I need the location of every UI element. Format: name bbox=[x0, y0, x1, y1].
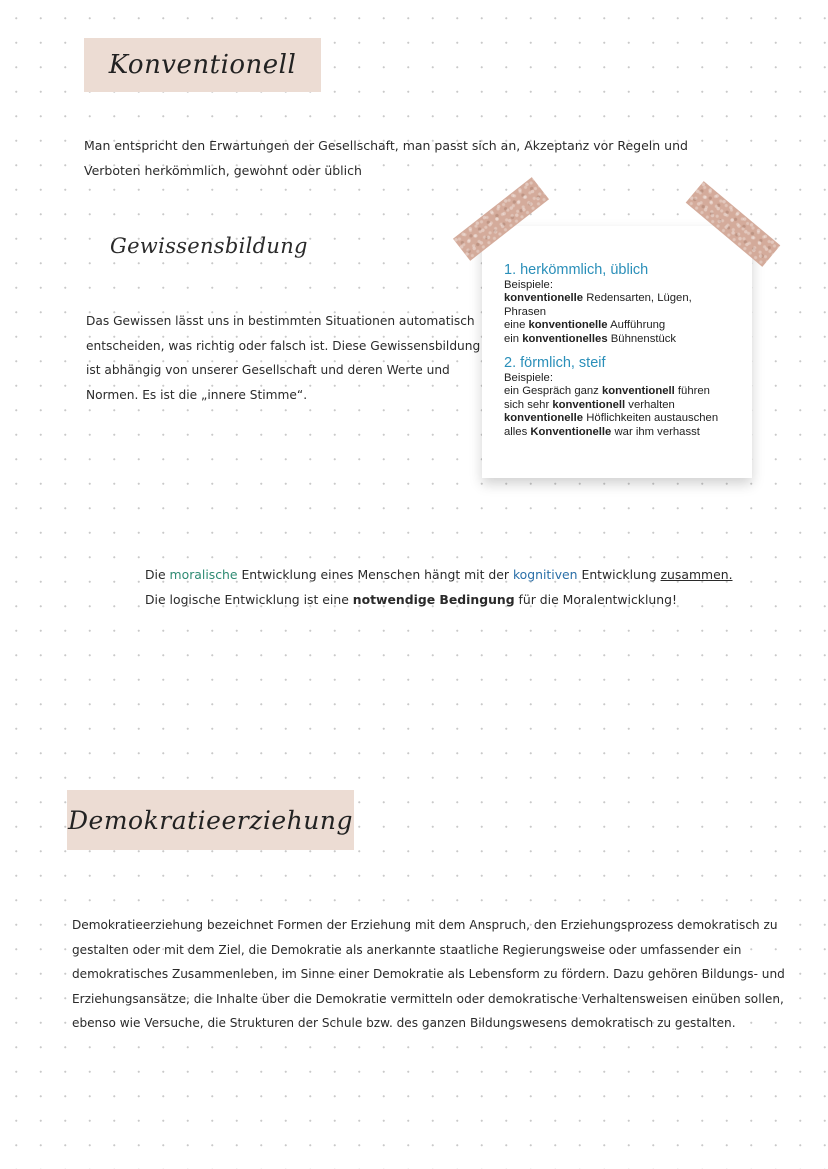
example-line bbox=[504, 399, 744, 412]
text-segment: Die bbox=[145, 567, 170, 582]
text-segment: Entwicklung bbox=[577, 567, 661, 582]
intro-paragraph bbox=[84, 134, 688, 183]
subheading-gewissensbildung: Gewissensbildung bbox=[110, 234, 308, 258]
example-line: Phrasen bbox=[504, 305, 547, 318]
example-text: Redensarten, Lügen, bbox=[583, 292, 692, 305]
bold-notwendige-bedingung: notwendige Bedingung bbox=[352, 591, 515, 607]
text-line: entscheiden, was richtig oder falsch ist. Diese Gewissensbildung bbox=[86, 338, 481, 353]
text-line bbox=[145, 563, 733, 588]
definition-2-title: 2. förmlich, steif bbox=[504, 355, 606, 372]
heading-konventionell-text: Konventionell bbox=[108, 50, 297, 80]
example-keyword: konventionell bbox=[552, 398, 626, 411]
definition-card bbox=[482, 226, 752, 478]
definition-1-title: 1. herkömmlich, üblich bbox=[504, 262, 649, 278]
example-text: ein bbox=[504, 332, 523, 345]
example-line bbox=[504, 426, 744, 439]
text-line: Normen. Es ist die „innere Stimme“. bbox=[86, 387, 308, 402]
example-text: war ihm verhasst bbox=[611, 425, 700, 438]
heading-demokratieerziehung bbox=[67, 790, 354, 850]
underlined-zusammen: zusammen. bbox=[660, 567, 733, 582]
text-line: Demokratieerziehung bezeichnet Formen der Erziehung mit dem Anspruch, den Erziehungsprozess demokratisch zu bbox=[72, 918, 778, 932]
example-text: alles bbox=[504, 425, 531, 438]
definition-1-label: Beispiele: bbox=[504, 279, 553, 291]
example-text: sich sehr bbox=[504, 398, 553, 411]
moral-statement bbox=[145, 563, 733, 612]
text-line: gestalten oder mit dem Ziel, die Demokratie als anerkannte staatliche Regierungsweise oder umfassender ein bbox=[72, 942, 742, 957]
example-keyword: Konventionelle bbox=[530, 425, 612, 438]
example-text: eine bbox=[504, 319, 529, 332]
example-text: verhalten bbox=[625, 398, 675, 411]
definition-2-label: Beispiele: bbox=[504, 372, 553, 385]
example-line bbox=[504, 412, 744, 425]
example-line bbox=[504, 333, 744, 346]
example-text: ein Gespräch ganz bbox=[504, 385, 602, 398]
text-line: Verboten herkömmlich, gewohnt oder üblich bbox=[84, 162, 362, 178]
example-keyword: konventionelle bbox=[504, 292, 584, 305]
example-text: führen bbox=[674, 385, 710, 398]
example-keyword: konventionell bbox=[601, 385, 675, 398]
highlight-kognitiven: kognitiven bbox=[512, 567, 578, 582]
example-text: Höflichkeiten austauschen bbox=[583, 412, 719, 425]
text-line: Das Gewissen lässt uns in bestimmten Situationen automatisch bbox=[86, 314, 475, 328]
example-keyword: konventionelle bbox=[504, 412, 584, 425]
text-line bbox=[145, 588, 705, 613]
definition-card-content bbox=[504, 262, 744, 439]
example-line bbox=[504, 385, 744, 398]
example-keyword: konventionelles bbox=[522, 332, 608, 345]
example-text: Aufführung bbox=[607, 319, 666, 332]
example-line bbox=[504, 319, 744, 332]
text-line: ebenso wie Versuche, die Strukturen der Schule bzw. des ganzen Bildungswesens demokratisch zu gestalten. bbox=[72, 1016, 736, 1030]
text-segment: für die Moralentwicklung! bbox=[514, 591, 677, 607]
heading-demokratieerziehung-text: Demokratieerziehung bbox=[68, 805, 353, 835]
demokratie-paragraph bbox=[72, 913, 785, 1036]
example-text: Bühnenstück bbox=[607, 332, 677, 345]
text-segment: Entwicklung eines Menschen hängt mit der bbox=[237, 567, 513, 582]
text-line: ist abhängig von unserer Gesellschaft und deren Werte und bbox=[86, 363, 450, 377]
example-keyword: konventionelle bbox=[528, 319, 608, 332]
heading-konventionell bbox=[84, 38, 321, 92]
text-line: Erziehungsansätze, die Inhalte über die Demokratie vermitteln oder demokratische Verhaltensweisen einüben sollen, bbox=[72, 991, 784, 1006]
text-line: demokratisches Zusammenleben, im Sinne einer Demokratie als Lebensform zu fördern. Dazu gehören Bildungs- und bbox=[72, 967, 785, 981]
example-line bbox=[504, 292, 744, 305]
text-line: Man entspricht den Erwartungen der Gesellschaft, man passt sich an, Akzeptanz vor Regeln und bbox=[84, 138, 688, 153]
text-segment: Die logische Entwicklung ist eine bbox=[145, 591, 353, 607]
highlight-moralische: moralische bbox=[169, 567, 238, 582]
gewissen-paragraph bbox=[86, 309, 481, 407]
